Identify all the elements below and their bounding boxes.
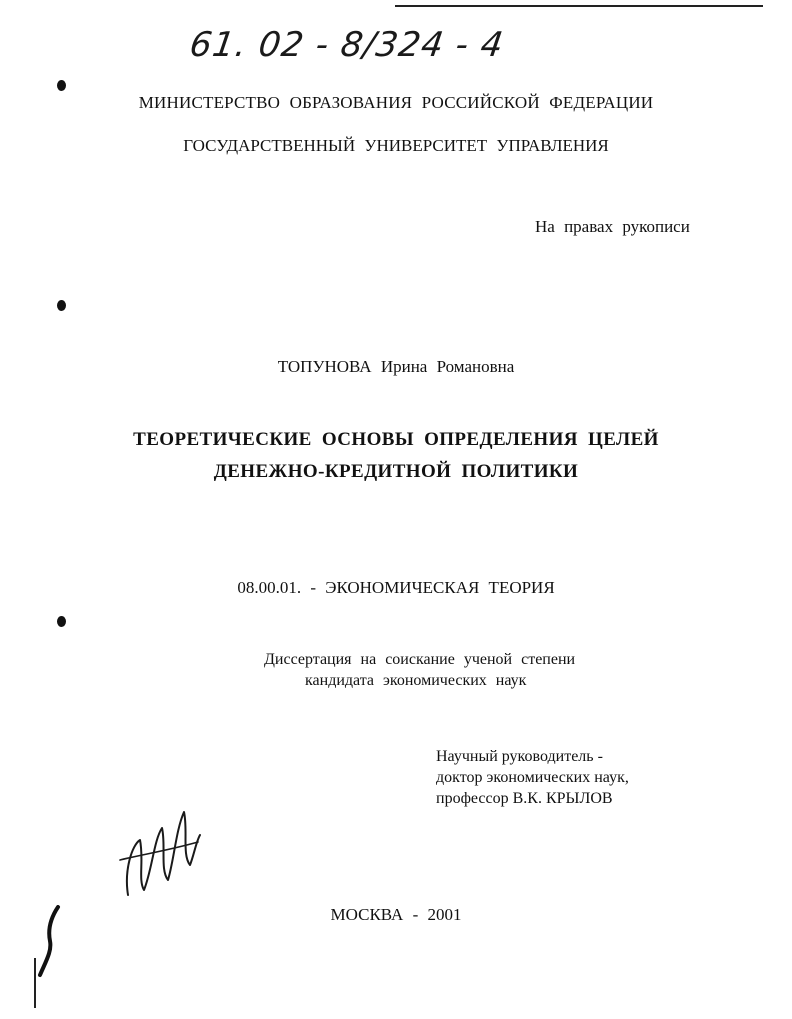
manuscript-note: На правах рукописи <box>535 217 690 236</box>
city-and-year: МОСКВА - 2001 <box>330 905 462 924</box>
supervisor-line-1: Научный руководитель - <box>436 748 603 765</box>
punch-hole-2 <box>57 300 66 311</box>
dissertation-title-line-1: ТЕОРЕТИЧЕСКИЕ ОСНОВЫ ОПРЕДЕЛЕНИЯ ЦЕЛЕЙ <box>133 429 659 450</box>
handwritten-signature <box>110 800 205 905</box>
punch-hole-3 <box>57 616 66 627</box>
punch-hole-1 <box>57 80 66 91</box>
supervisor-line-3: профессор В.К. КРЫЛОВ <box>436 790 613 807</box>
ministry-heading: МИНИСТЕРСТВО ОБРАЗОВАНИЯ РОССИЙСКОЙ ФЕДЕРАЦИИ <box>138 93 654 112</box>
margin-ink-mark <box>36 905 70 980</box>
specialty-code: 08.00.01. - ЭКОНОМИЧЕСКАЯ ТЕОРИЯ <box>237 578 555 597</box>
handwritten-archive-code: 61. 02 - 8/324 - 4 <box>187 25 507 65</box>
supervisor-line-2: доктор экономических наук, <box>436 769 629 786</box>
degree-line-1: Диссертация на соискание ученой степени <box>264 651 576 668</box>
author-name: ТОПУНОВА Ирина Романовна <box>277 357 515 376</box>
dissertation-title-line-2: ДЕНЕЖНО-КРЕДИТНОЙ ПОЛИТИКИ <box>213 461 579 482</box>
university-heading: ГОСУДАРСТВЕННЫЙ УНИВЕРСИТЕТ УПРАВЛЕНИЯ <box>183 136 609 155</box>
degree-line-2: кандидата экономических наук <box>305 672 527 689</box>
top-border-line <box>395 5 763 7</box>
